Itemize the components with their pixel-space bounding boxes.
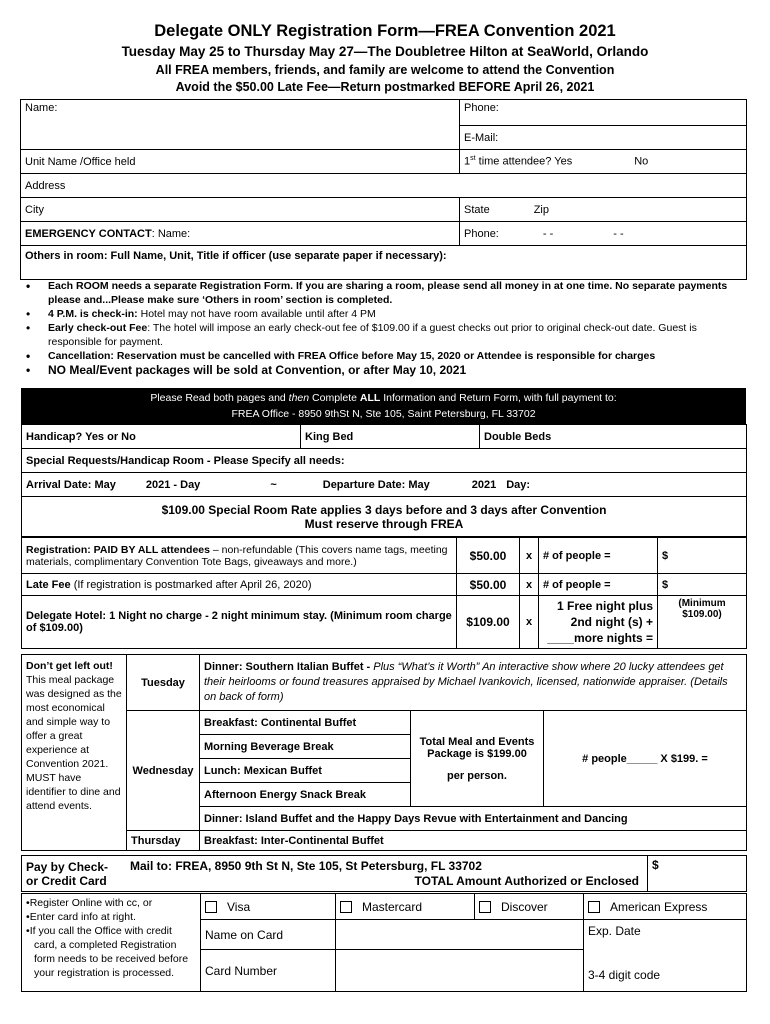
others-in-room-field[interactable]: Others in room: Full Name, Unit, Title if officer (use separate paper if necessary): [21,246,747,280]
visa-option[interactable]: Visa [201,894,336,920]
wednesday-beverage-break: Morning Beverage Break [200,735,411,759]
fees-table [21,537,747,649]
address-field[interactable]: Address [21,174,747,198]
list-item: • Early check-out Fee: The hotel will impose an early check-out fee of $109.00 if a guest checks out prior to original check-out date. Guest is responsible for payment. [22,321,742,349]
checkbox-icon[interactable] [340,901,352,913]
email-field[interactable]: E-Mail: [460,126,747,150]
wednesday-dinner: Dinner: Island Buffet and the Happy Days Revue with Entertainment and Dancing [200,807,747,831]
times-sign: x [520,574,539,596]
late-fee-total-field[interactable]: $ [658,574,747,596]
double-beds-option[interactable]: Double Beds [480,425,747,449]
office-address: FREA Office - 8950 9thSt N, Ste 105, Saint Petersburg, FL 33702 [231,408,536,420]
registration-people-field[interactable]: # of people = [539,538,658,574]
hotel-nights-field[interactable]: 1 Free night plus 2nd night (s) + ____more nights = [539,596,658,649]
card-number-field[interactable] [336,950,584,992]
list-item: • NO Meal/Event packages will be sold at Convention, or after May 10, 2021 [22,363,742,377]
handicap-field[interactable]: Handicap? Yes or No [22,425,301,449]
welcome-line: All FREA members, friends, and family are welcome to attend the Convention [155,63,615,77]
registration-amount: $50.00 [457,538,520,574]
checkbox-icon[interactable] [588,901,600,913]
registration-total-field[interactable]: $ [658,538,747,574]
list-item: • Each ROOM needs a separate Registration Form. If you are sharing a room, please send all money in at one time. No separate payments please and...Please make sure ‘Others in room’ section is completed. [22,279,742,307]
meal-package-price: Total Meal and Events Package is $199.00 per person. [411,711,544,807]
payment-notes [22,894,201,992]
first-time-attendee[interactable]: 1st time attendee? Yes No [460,150,747,174]
room-rate-note: $109.00 Special Room Rate applies 3 days before and 3 days after Convention Must reserve through FREA [22,497,747,537]
form-subtitle: Tuesday May 25 to Thursday May 27—The Doubletree Hilton at SeaWorld, Orlando [121,44,649,59]
wednesday-label: Wednesday [127,711,200,831]
checkbox-icon[interactable] [479,901,491,913]
late-fee-people-field[interactable]: # of people = [539,574,658,596]
thursday-breakfast: Breakfast: Inter-Continental Buffet [200,831,747,851]
meal-package-promo: Don’t get left out! This meal package was designed as the most economical and simple way to offer a great experience at Convention 2021. MUST have identifier to dine and attend events. [22,655,127,851]
form-title: Delegate ONLY Registration Form—FREA Convention 2021 [154,22,616,40]
wednesday-snack-break: Afternoon Energy Snack Break [200,783,411,807]
city-field[interactable]: City [21,198,460,222]
list-item: • Cancellation: Reservation must be cancelled with FREA Office before May 15, 2020 or Attendee is responsible for charges [22,349,742,363]
tuesday-dinner: Dinner: Southern Italian Buffet - Plus “What’s it Worth” An interactive show where 20 lucky attendees get their heirlooms or found treasures appraised by Michael Ivankovich, licensed, nationwide appraiser. (Details on back of form) [200,655,747,711]
attendee-info-table [20,99,747,280]
hotel-minimum-note: (Minimum $109.00) [658,596,747,649]
list-item: • 4 P.M. is check-in: Hotel may not have room available until after 4 PM [22,307,742,321]
tuesday-label: Tuesday [127,655,200,711]
emergency-phone-field[interactable]: Phone: - - - - [460,222,747,246]
wednesday-breakfast: Breakfast: Continental Buffet [200,711,411,735]
total-amount-field[interactable]: $ [648,856,747,892]
registration-fee-label: Registration: PAID BY ALL attendees – non-refundable (This covers name tags, meeting materials, complimentary Convention Tote Bags, giveaways and more.) [22,538,457,574]
card-number-label: Card Number [201,950,336,992]
name-on-card-field[interactable] [336,920,584,950]
state-zip-field[interactable]: State Zip [460,198,747,222]
name-on-card-label: Name on Card [201,920,336,950]
wednesday-lunch: Lunch: Mexican Buffet [200,759,411,783]
times-sign: x [520,538,539,574]
return-instructions-bar: Please Read both pages and then Complete ALL Information and Return Form, with full payment to: FREA Office - 8950 9thSt N, Ste 105, Saint Petersburg, FL 33702 [21,388,746,424]
payment-table [21,855,747,892]
meals-table [21,654,747,851]
emergency-contact-field[interactable]: EMERGENCY CONTACT: Name: [21,222,460,246]
king-bed-option[interactable]: King Bed [301,425,480,449]
mail-address: Mail to: FREA, 8950 9th St N, Ste 105, St Petersburg, FL 33702 TOTAL Amount Authorized or Enclosed [126,856,648,892]
phone-field[interactable]: Phone: [460,100,747,126]
thursday-label: Thursday [127,831,200,851]
late-fee-label: Late Fee (If registration is postmarked after April 26, 2020) [22,574,457,596]
list-item: •If you call the Office with credit card, a completed Registration form needs to be received before your registration is processed. [26,925,189,979]
times-sign: x [520,596,539,649]
instructions-list [22,279,742,377]
list-item: •Register Online with cc, or [26,897,153,909]
discover-option[interactable]: Discover [475,894,584,920]
hotel-label: Delegate Hotel: 1 Night no charge - 2 night minimum stay. (Minimum room charge of $109.00) [22,596,457,649]
late-fee-amount: $50.00 [457,574,520,596]
name-field[interactable]: Name: [21,100,460,150]
special-requests-field[interactable]: Special Requests/Handicap Room - Please Specify all needs: [22,449,747,473]
hotel-amount: $109.00 [457,596,520,649]
list-item: •Enter card info at right. [26,911,136,923]
mastercard-option[interactable]: Mastercard [336,894,475,920]
card-table [21,893,747,992]
late-fee-line: Avoid the $50.00 Late Fee—Return postmarked BEFORE April 26, 2021 [175,80,595,94]
amex-option[interactable]: American Express [584,894,747,920]
pay-method-label: Pay by Check- or Credit Card [22,856,127,892]
unit-field[interactable]: Unit Name /Office held [21,150,460,174]
room-table [21,424,747,537]
meal-package-calc-field[interactable]: # people_____ X $199. = [544,711,747,807]
exp-date-field[interactable]: Exp. Date 3-4 digit code [584,920,747,992]
checkbox-icon[interactable] [205,901,217,913]
dates-field[interactable]: Arrival Date: May 2021 - Day ~ Departure Date: May 2021 Day: [22,473,747,497]
